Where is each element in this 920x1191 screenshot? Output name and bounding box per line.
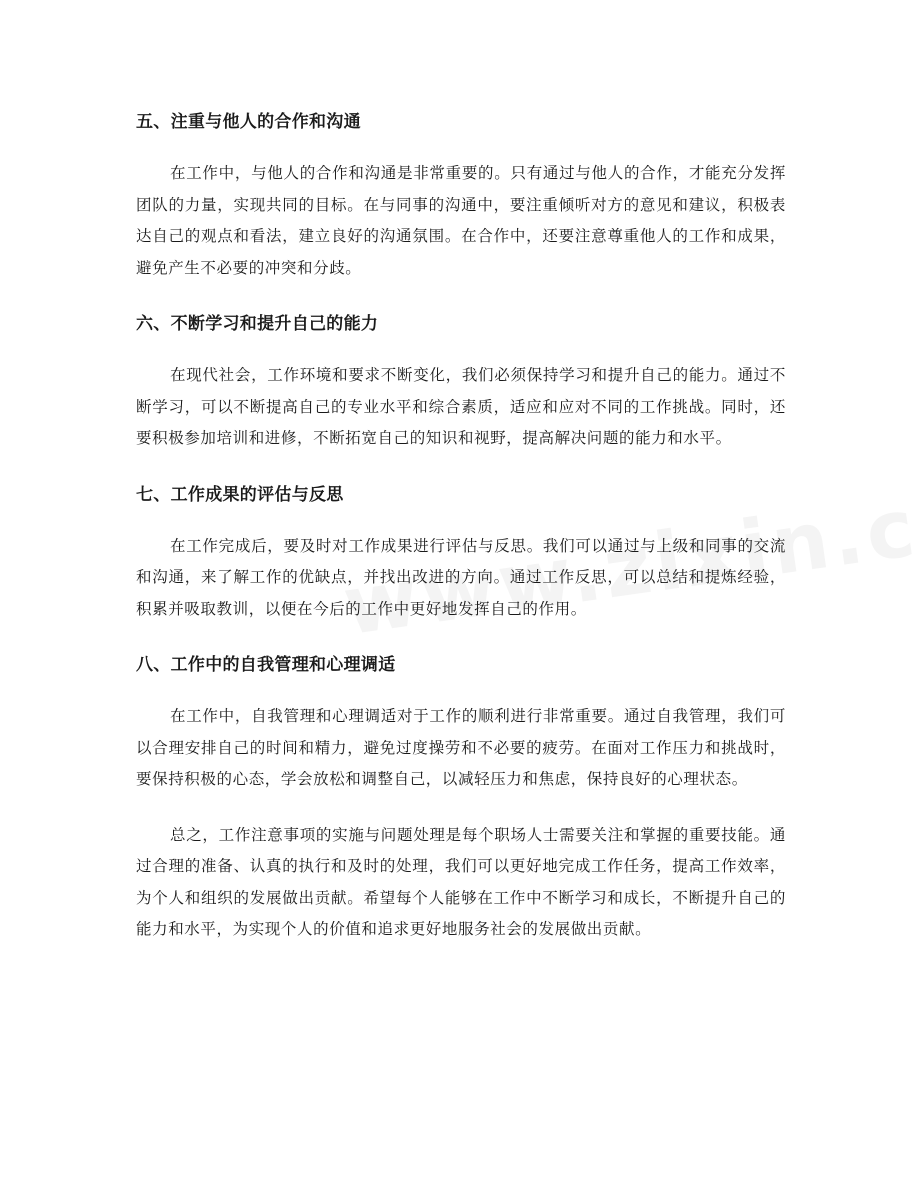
section-7 [136,479,786,626]
section-6 [136,308,786,455]
section-paragraph: 在工作中，与他人的合作和沟通是非常重要的。只有通过与他人的合作，才能充分发挥团队的力量，实现共同的目标。在与同事的沟通中，要注重倾听对方的意见和建议，积极表达自己的观点和看法，建立良好的沟通氛围。在合作中，还要注意尊重他人的工作和成果，避免产生不必要的冲突和分歧。 [136,164,786,277]
section-paragraph: 在现代社会，工作环境和要求不断变化，我们必须保持学习和提升自己的能力。通过不断学习，可以不断提高自己的专业水平和综合素质，适应和应对不同的工作挑战。同时，还要积极参加培训和进修，不断拓宽自己的知识和视野，提高解决问题的能力和水平。 [136,366,786,447]
section-heading: 六、不断学习和提升自己的能力 [136,314,379,334]
section-5 [136,106,786,284]
section-heading: 五、注重与他人的合作和沟通 [136,112,361,132]
section-heading: 七、工作成果的评估与反思 [136,484,344,505]
section-paragraph: 在工作中，自我管理和心理调适对于工作的顺利进行非常重要。通过自我管理，我们可以合理安排自己的时间和精力，避免过度操劳和不必要的疲劳。在面对工作压力和挑战时，要保持积极的心态，学会放松和调整自己，以减轻压力和焦虑，保持良好的心理状态。 [136,707,786,788]
section-paragraph: 在工作完成后，要及时对工作成果进行评估与反思。我们可以通过与上级和同事的交流和沟通，来了解工作的优缺点，并找出改进的方向。通过工作反思，可以总结和提炼经验，积累并吸取教训，以便在今后的工作中更好地发挥自己的作用。 [136,536,786,618]
section-heading: 八、工作中的自我管理和心理调适 [136,655,396,675]
conclusion-paragraph: 总之，工作注意事项的实施与问题处理是每个职场人士需要关注和掌握的重要技能。通过合理的准备、认真的执行和及时的处理，我们可以更好地完成工作任务，提高工作效率，为个人和组织的发展做出贡献。希望每个人能够在工作中不断学习和成长，不断提升自己的能力和水平，为实现个人的价值和追求更好地服务社会的发展做出贡献。 [136,825,786,938]
document-body [136,106,786,970]
section-8 [136,649,786,796]
